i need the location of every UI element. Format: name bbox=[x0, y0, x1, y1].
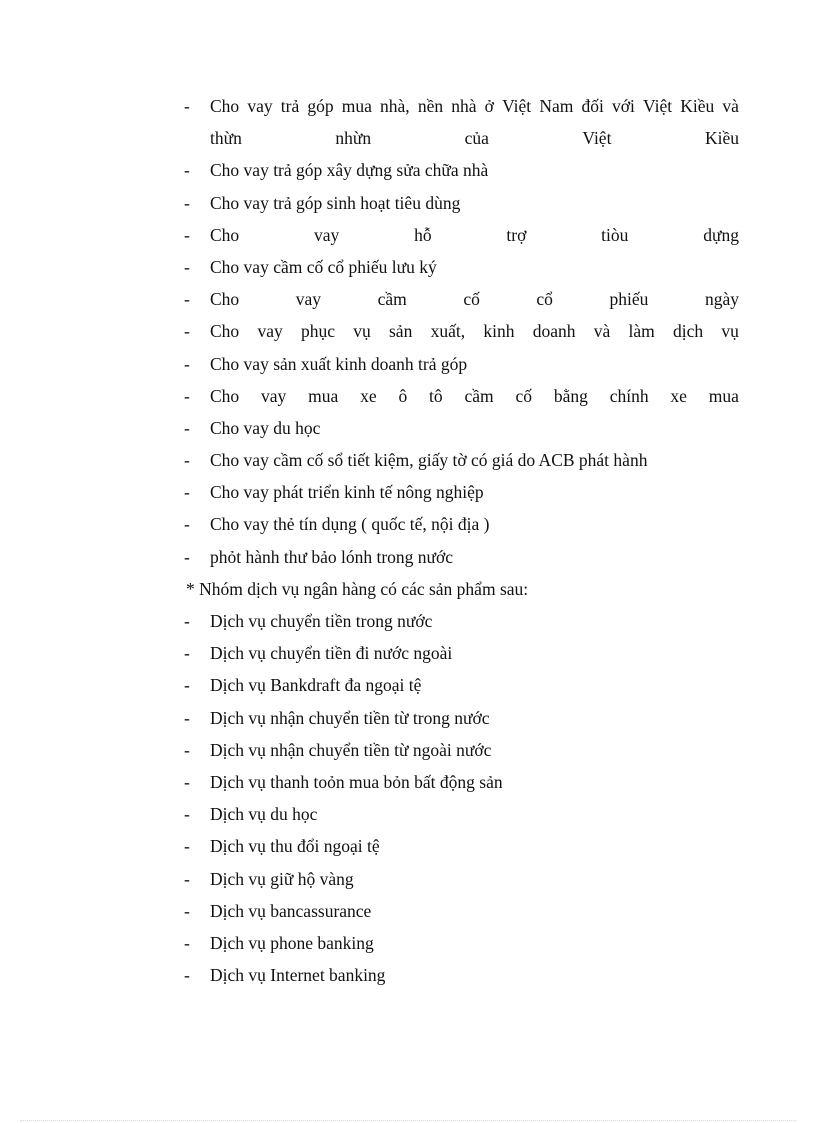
bullet-dash: - bbox=[184, 965, 190, 986]
bullet-dash: - bbox=[184, 836, 190, 857]
word: thừn bbox=[210, 128, 242, 149]
word: Cho bbox=[210, 224, 240, 245]
word: Việt bbox=[643, 96, 673, 116]
word: vay bbox=[314, 224, 340, 245]
word: làm bbox=[628, 321, 655, 342]
word: sản bbox=[389, 321, 413, 342]
word: Việt bbox=[502, 96, 532, 116]
word: kinh bbox=[483, 321, 515, 342]
bullet-dash: - bbox=[184, 611, 190, 631]
service-item-text: Dịch vụ Internet banking bbox=[210, 965, 386, 986]
loan-item-1-cont bbox=[184, 122, 739, 154]
word: đối bbox=[581, 96, 604, 116]
service-item bbox=[184, 927, 739, 959]
bullet-dash: - bbox=[184, 224, 190, 245]
word: phiếu bbox=[609, 289, 649, 310]
loan-item-14 bbox=[184, 541, 739, 573]
word: và bbox=[593, 321, 611, 342]
loan-item-8 bbox=[184, 348, 739, 380]
service-item-text: Dịch vụ thu đổi ngoại tệ bbox=[210, 836, 380, 857]
loan-item-text: Cho vay thẻ tín dụng ( quốc tế, nội địa ) bbox=[210, 514, 490, 535]
bullet-dash: - bbox=[184, 707, 190, 728]
word: bằng bbox=[553, 385, 588, 406]
word: cầm bbox=[464, 385, 494, 406]
services-heading bbox=[184, 573, 739, 605]
word: vụ bbox=[721, 321, 739, 342]
loan-item-9 bbox=[184, 380, 739, 412]
bullet-dash: - bbox=[184, 868, 190, 889]
word: dựng bbox=[703, 224, 739, 245]
loan-item-6 bbox=[184, 283, 739, 315]
bullet-dash: - bbox=[184, 353, 190, 374]
loan-item-text: Cho vay cầm cố cổ phiếu lưu ký bbox=[210, 256, 437, 277]
word: xuất, bbox=[430, 321, 466, 342]
bullet-dash: - bbox=[184, 771, 190, 792]
word: vay bbox=[295, 289, 322, 310]
bullet-dash: - bbox=[184, 96, 190, 116]
word: Cho bbox=[210, 321, 240, 342]
word: doanh bbox=[532, 321, 576, 342]
word: vay bbox=[261, 385, 287, 406]
service-item bbox=[184, 895, 739, 927]
service-item bbox=[184, 637, 739, 669]
word: vay bbox=[257, 321, 283, 342]
bullet-dash: - bbox=[184, 514, 190, 535]
bullet-dash: - bbox=[184, 804, 190, 825]
loan-item-text: Cho vay sản xuất kinh doanh trả góp bbox=[210, 353, 468, 374]
loan-item-13 bbox=[184, 508, 739, 540]
word: Kiều bbox=[680, 96, 715, 116]
service-item-text: Dịch vụ phone banking bbox=[210, 932, 374, 953]
loan-item-1 bbox=[184, 90, 739, 122]
word: chính bbox=[609, 385, 649, 406]
loan-item-5 bbox=[184, 251, 739, 283]
loan-item-text: Cho vay trả góp xây dựng sửa chữa nhà bbox=[210, 160, 489, 181]
word: cầm bbox=[377, 289, 407, 310]
word: ở bbox=[484, 96, 494, 116]
loan-item-text: Cho vay phát triển kinh tế nông nghiệp bbox=[210, 482, 484, 503]
word: và bbox=[722, 96, 739, 116]
bullet-dash: - bbox=[184, 289, 190, 310]
loan-item-text: phỏt hành thư bảo lónh trong nước bbox=[210, 546, 454, 567]
loan-item-10 bbox=[184, 412, 739, 444]
word: nhà bbox=[451, 96, 477, 116]
content-list bbox=[184, 90, 739, 991]
bullet-dash: - bbox=[184, 385, 190, 406]
word: xe bbox=[360, 385, 377, 406]
service-item-text: Dịch vụ chuyển tiền trong nước bbox=[210, 611, 433, 631]
bullet-dash: - bbox=[184, 321, 190, 342]
word: ô bbox=[398, 385, 408, 406]
bullet-dash: - bbox=[184, 932, 190, 953]
service-item bbox=[184, 605, 739, 637]
service-item bbox=[184, 830, 739, 862]
bullet-dash: - bbox=[184, 643, 190, 664]
word: xe bbox=[670, 385, 687, 406]
word: Cho bbox=[210, 96, 240, 116]
word: góp bbox=[307, 96, 334, 116]
services-heading-text: * Nhóm dịch vụ ngân hàng có các sản phẩm sau: bbox=[186, 578, 529, 599]
word: trợ bbox=[506, 224, 527, 245]
bullet-dash: - bbox=[184, 417, 190, 438]
word: Việt bbox=[582, 128, 612, 149]
word: mua bbox=[308, 385, 339, 406]
service-item bbox=[184, 959, 739, 991]
service-item-text: Dịch vụ nhận chuyển tiền từ trong nước bbox=[210, 707, 490, 728]
word: Nam bbox=[539, 96, 574, 116]
word: Cho bbox=[210, 289, 240, 310]
loan-item-text: Cho vay du học bbox=[210, 417, 321, 438]
bullet-dash: - bbox=[184, 450, 190, 471]
service-item bbox=[184, 766, 739, 798]
loan-item-12 bbox=[184, 476, 739, 508]
loan-item-text: Cho vay trả góp sinh hoạt tiêu dùng bbox=[210, 192, 461, 213]
bullet-dash: - bbox=[184, 160, 190, 181]
page-bottom-rule bbox=[20, 1120, 796, 1121]
service-item bbox=[184, 702, 739, 734]
word: nhừn bbox=[335, 128, 372, 149]
word: hỗ bbox=[414, 224, 432, 245]
word: Kiều bbox=[704, 128, 739, 149]
service-item-text: Dịch vụ chuyển tiền đi nước ngoài bbox=[210, 643, 453, 664]
word: Cho bbox=[210, 385, 240, 406]
word: nền bbox=[417, 96, 444, 116]
bullet-dash: - bbox=[184, 739, 190, 760]
bullet-dash: - bbox=[184, 900, 190, 921]
loan-item-4 bbox=[184, 219, 739, 251]
loan-item-7 bbox=[184, 315, 739, 347]
word: mua bbox=[708, 385, 739, 406]
word: cố bbox=[515, 385, 532, 406]
service-item-text: Dịch vụ Bankdraft đa ngoại tệ bbox=[210, 675, 422, 696]
word: nhà, bbox=[380, 96, 410, 116]
word: ngày bbox=[704, 289, 739, 310]
service-item bbox=[184, 669, 739, 701]
word: cổ bbox=[536, 289, 553, 310]
service-item bbox=[184, 734, 739, 766]
service-item-text: Dịch vụ thanh toỏn mua bỏn bất động sản bbox=[210, 771, 503, 792]
word: tiòu bbox=[601, 224, 629, 245]
word: vụ bbox=[353, 321, 371, 342]
service-item bbox=[184, 863, 739, 895]
bullet-dash: - bbox=[184, 675, 190, 696]
word: mua bbox=[341, 96, 372, 116]
word: vay bbox=[247, 96, 273, 116]
bullet-dash: - bbox=[184, 192, 190, 213]
word: phục bbox=[300, 321, 335, 342]
loan-item-2 bbox=[184, 154, 739, 186]
service-item-text: Dịch vụ nhận chuyển tiền từ ngoài nước bbox=[210, 739, 492, 760]
word: với bbox=[612, 96, 635, 116]
loan-item-3 bbox=[184, 187, 739, 219]
service-item-text: Dịch vụ du học bbox=[210, 804, 318, 825]
word: tô bbox=[429, 385, 443, 406]
bullet-dash: - bbox=[184, 256, 190, 277]
word: của bbox=[464, 128, 489, 149]
service-item-text: Dịch vụ bancassurance bbox=[210, 900, 372, 921]
loan-item-text: Cho vay cầm cố sổ tiết kiệm, giấy tờ có giá do ACB phát hành bbox=[210, 450, 648, 471]
word: trả bbox=[280, 96, 300, 116]
service-item-text: Dịch vụ giữ hộ vàng bbox=[210, 868, 354, 889]
service-item bbox=[184, 798, 739, 830]
bullet-dash: - bbox=[184, 546, 190, 567]
bullet-dash: - bbox=[184, 482, 190, 503]
word: dịch bbox=[673, 321, 704, 342]
loan-item-11 bbox=[184, 444, 739, 476]
word: cố bbox=[463, 289, 480, 310]
